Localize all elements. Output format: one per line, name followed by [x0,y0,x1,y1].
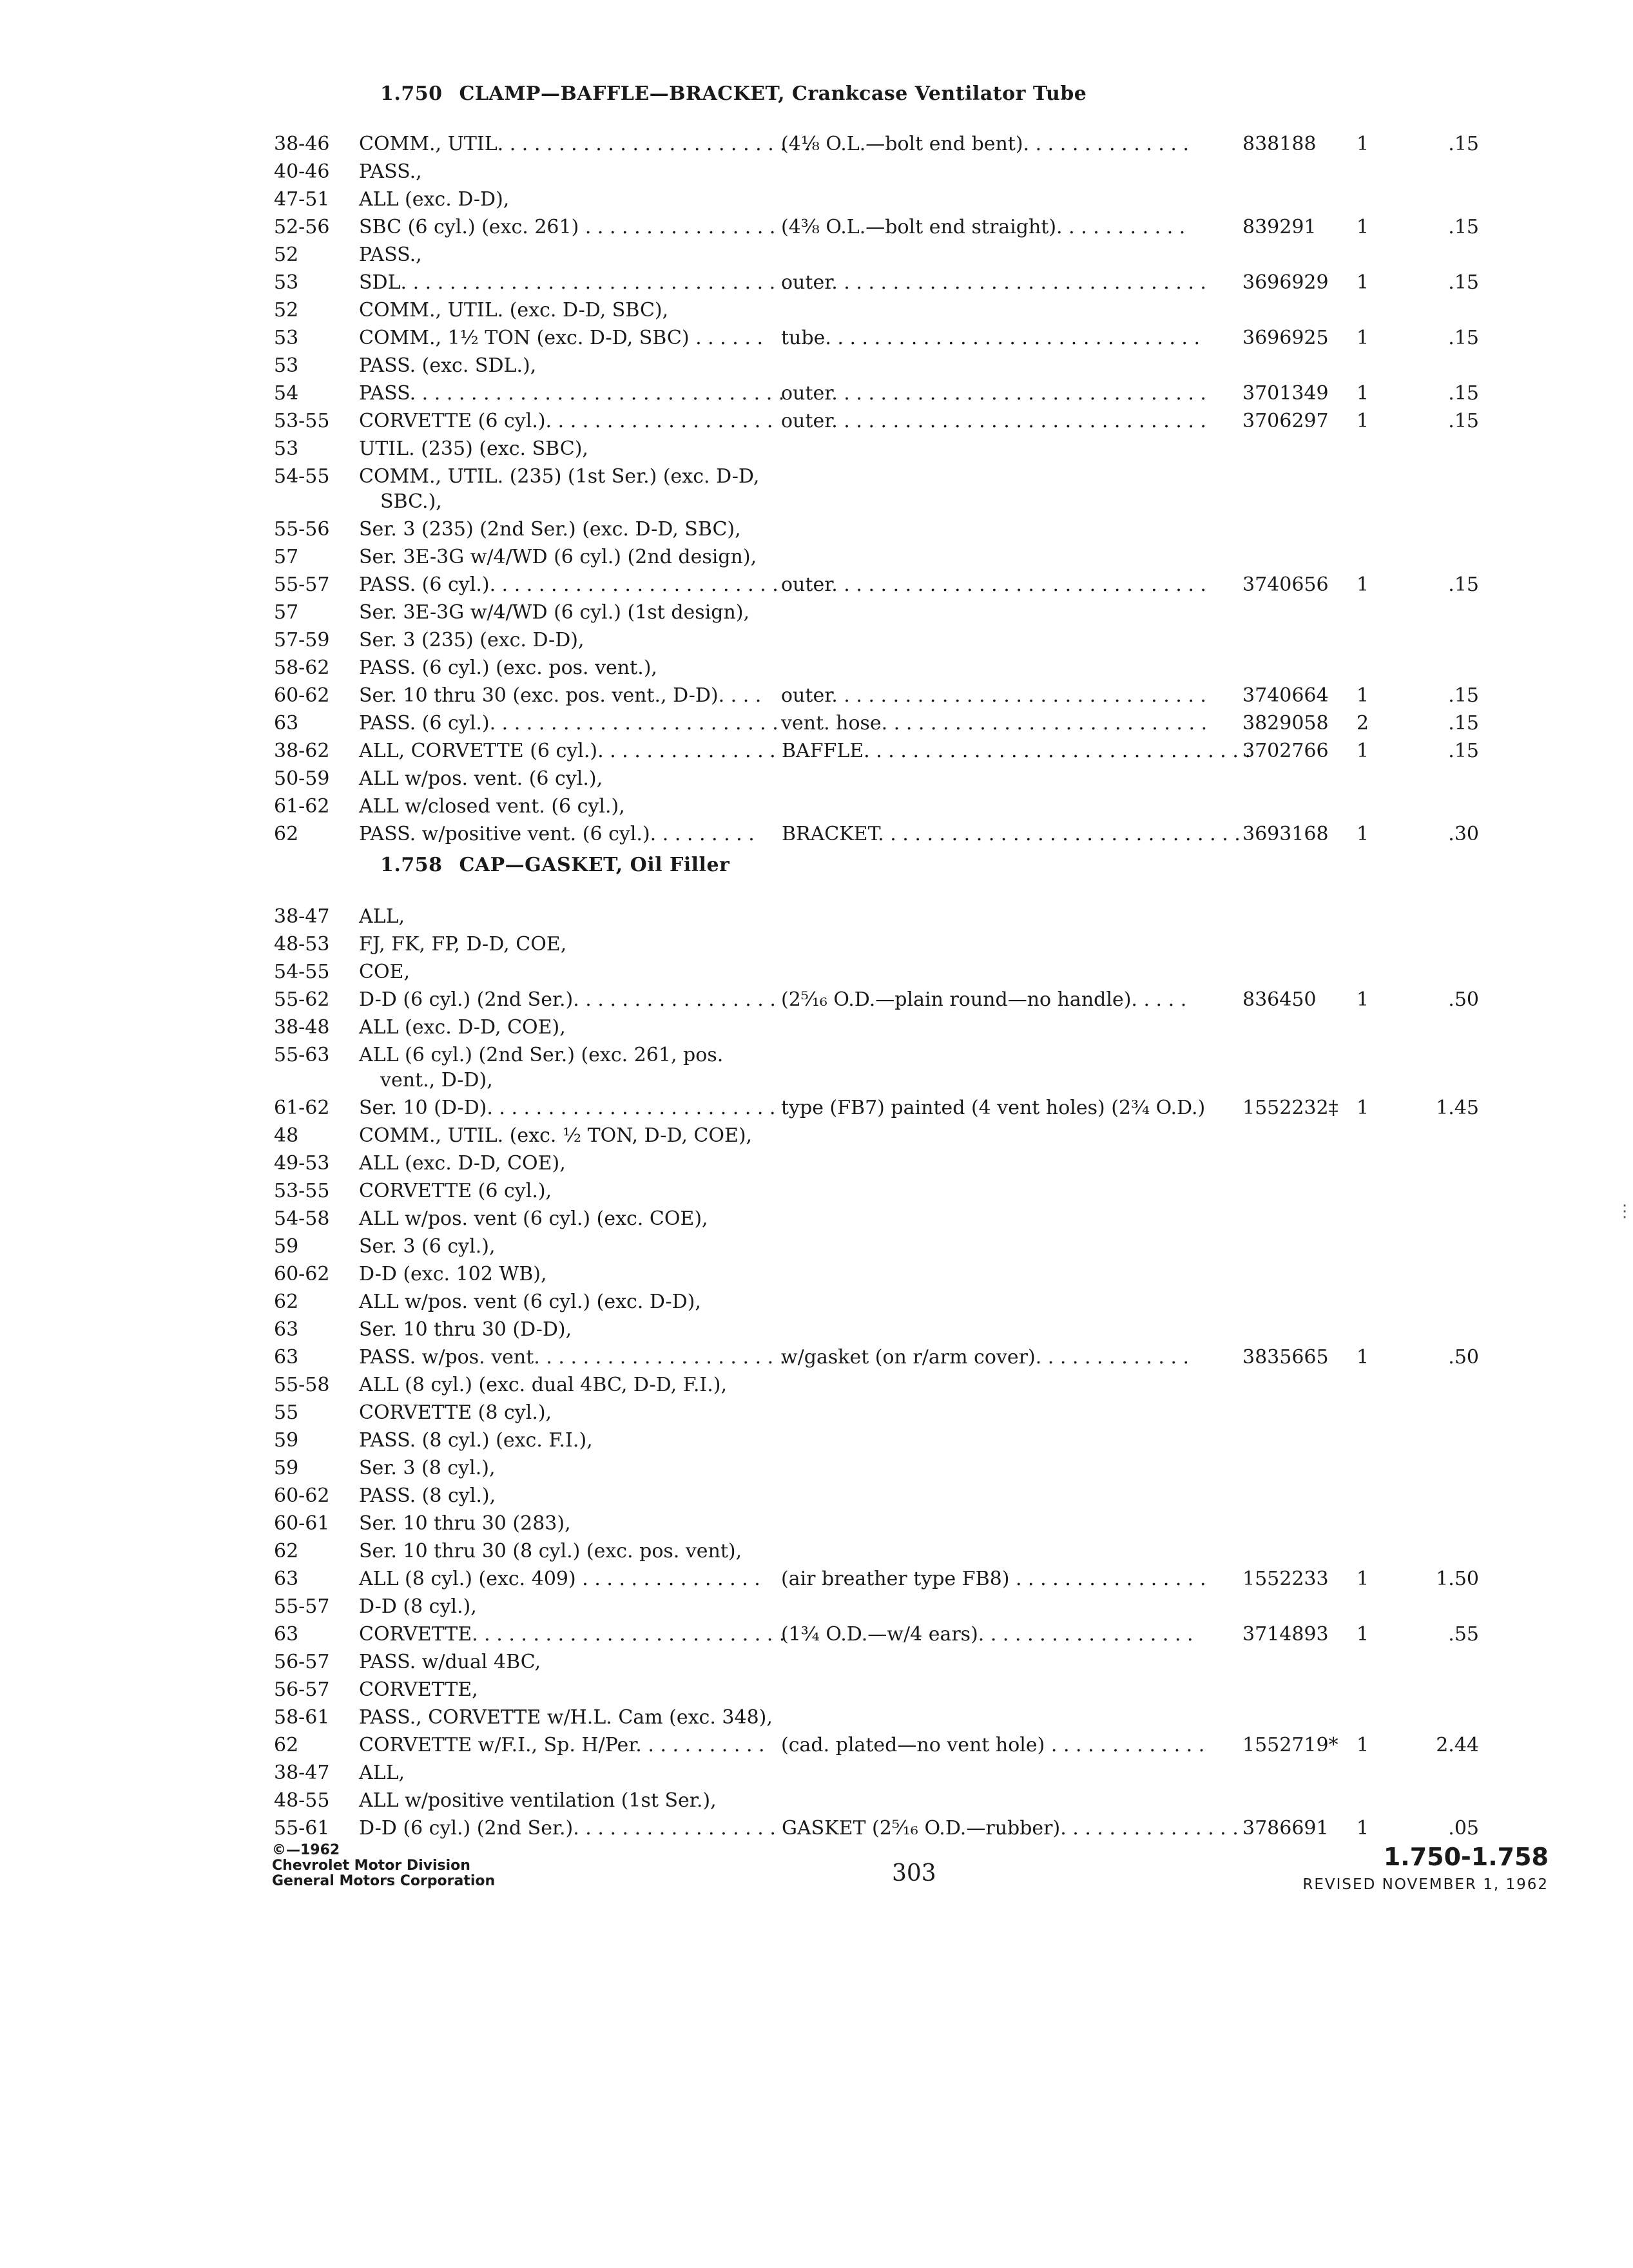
parts-row [0,407,1629,435]
model-applicability: PASS. w/positive vent. (6 cyl.). . . . . . . . . [359,823,755,845]
model-year: 56-57 [274,1651,330,1673]
model-applicability: PASS. (8 cyl.) (exc. F.I.), [359,1429,593,1452]
part-number: 3702766 [1242,740,1329,762]
model-year: 48-53 [274,933,330,956]
parts-row [0,626,1629,654]
quantity: 1 [1357,1623,1369,1646]
model-year: 54-55 [274,465,330,488]
quantity: 1 [1357,1097,1369,1119]
model-year: 63 [274,1568,299,1590]
model-year: 52 [274,244,299,266]
model-year: 38-47 [274,1762,330,1784]
model-applicability: D-D (6 cyl.) (2nd Ser.). . . . . . . . . . . . . . . . . [359,1817,776,1840]
price: .50 [1448,1346,1479,1369]
quantity: 1 [1357,382,1369,405]
parts-row [0,463,1629,515]
parts-row [0,1316,1629,1343]
model-year: 40-46 [274,160,330,183]
parts-row [0,1343,1629,1371]
parts-row [0,515,1629,543]
quantity: 1 [1357,216,1369,238]
parts-row [0,1593,1629,1620]
part-number: 3786691 [1242,1817,1329,1840]
model-applicability: PASS., [359,244,422,266]
parts-row [0,1260,1629,1288]
model-applicability: Ser. 10 thru 30 (D-D), [359,1318,572,1341]
model-applicability: D-D (8 cyl.), [359,1595,477,1618]
model-applicability: D-D (exc. 102 WB), [359,1263,547,1285]
model-year: 53 [274,437,299,460]
model-applicability: CORVETTE. . . . . . . . . . . . . . . . . . . . . . . . . . [359,1623,786,1646]
model-applicability: CORVETTE w/F.I., Sp. H/Per. . . . . . . . . . . [359,1734,765,1756]
model-year: 53 [274,327,299,349]
model-applicability: CORVETTE (6 cyl.). . . . . . . . . . . . . . . . . . . [359,410,773,432]
part-description: (air breather type FB8) . . . . . . . . . . . . . . . . [781,1568,1206,1590]
model-year: 63 [274,1318,299,1341]
parts-row [0,241,1629,269]
part-number: 836450 [1242,988,1317,1011]
model-year: 55-56 [274,518,330,541]
quantity: 1 [1357,1568,1369,1590]
parts-row [0,1787,1629,1814]
parts-row [0,1648,1629,1676]
model-applicability: FJ, FK, FP, D-D, COE, [359,933,567,956]
model-year: 54-55 [274,961,330,983]
model-applicability: SBC (6 cyl.) (exc. 261) . . . . . . . . . . . . . . . . [359,216,776,238]
price: 1.45 [1436,1097,1479,1119]
model-applicability: COMM., UTIL. (235) (1st Ser.) (exc. D-D, [359,465,760,488]
model-applicability: D-D (6 cyl.) (2nd Ser.). . . . . . . . . . . . . . . . . [359,988,776,1011]
part-number: 3696929 [1242,271,1329,294]
model-year: 50-59 [274,767,330,790]
parts-row [0,130,1629,158]
model-applicability: ALL w/pos. vent (6 cyl.) (exc. COE), [359,1207,708,1230]
model-year: 57 [274,546,299,568]
model-year: 38-48 [274,1016,330,1039]
part-number: 3835665 [1242,1346,1329,1369]
parts-row [0,1704,1629,1731]
part-number: 3740664 [1242,684,1329,707]
model-applicability: PASS. (8 cyl.), [359,1485,496,1507]
parts-row [0,1041,1629,1094]
model-year: 60-61 [274,1512,330,1535]
parts-row [0,820,1629,848]
model-year: 62 [274,823,299,845]
parts-row [0,324,1629,352]
quantity: 1 [1357,988,1369,1011]
section-1758-title [380,854,730,876]
model-year: 53-55 [274,1180,330,1202]
model-year: 48-55 [274,1789,330,1812]
parts-row [0,1094,1629,1122]
part-description: outer. . . . . . . . . . . . . . . . . . . . . . . . . . . . . . . [781,410,1206,432]
model-applicability: COE, [359,961,410,983]
price: .15 [1448,684,1479,707]
quantity: 1 [1357,271,1369,294]
model-year: 54 [274,382,299,405]
model-applicability: CORVETTE (6 cyl.), [359,1180,552,1202]
parts-row [0,1676,1629,1704]
part-description: w/gasket (on r/arm cover). . . . . . . . . . . . . [781,1346,1190,1369]
publisher-block [272,1843,495,1889]
part-description: tube. . . . . . . . . . . . . . . . . . . . . . . . . . . . . . . [781,327,1201,349]
quantity: 1 [1357,573,1369,596]
model-year: 59 [274,1457,299,1479]
model-year: 47-51 [274,188,330,211]
model-applicability: CORVETTE, [359,1678,478,1701]
price: .55 [1448,1623,1479,1646]
model-applicability: Ser. 3 (8 cyl.), [359,1457,496,1479]
model-applicability: ALL, CORVETTE (6 cyl.). . . . . . . . . . . . . . . [359,740,776,762]
price: 2.44 [1436,1734,1479,1756]
part-description: outer. . . . . . . . . . . . . . . . . . . . . . . . . . . . . . . [781,573,1206,596]
model-year: 55-62 [274,988,330,1011]
model-applicability: ALL w/pos. vent (6 cyl.) (exc. D-D), [359,1291,701,1313]
parts-row [0,709,1629,737]
model-year: 63 [274,1346,299,1369]
model-year: 53-55 [274,410,330,432]
model-applicability: ALL (8 cyl.) (exc. 409) . . . . . . . . . . . . . . . [359,1568,760,1590]
model-year: 52-56 [274,216,330,238]
parts-row [0,1565,1629,1593]
section-range: 1.750-1.758 [1383,1843,1549,1871]
quantity: 1 [1357,684,1369,707]
model-applicability: ALL w/pos. vent. (6 cyl.), [359,767,603,790]
part-number: 3740656 [1242,573,1329,596]
page-number: 303 [892,1860,936,1887]
quantity: 1 [1357,410,1369,432]
parts-row [0,1620,1629,1648]
part-description: (2⁵⁄₁₆ O.D.—plain round—no handle). . . . . [781,988,1187,1011]
model-year: 59 [274,1429,299,1452]
parts-row [0,1014,1629,1041]
model-applicability: PASS. (6 cyl.). . . . . . . . . . . . . . . . . . . . . . . . [359,573,778,596]
model-year: 60-62 [274,1485,330,1507]
section-heading: CAP—GASKET, Oil Filler [459,854,730,876]
model-applicability: Ser. 3 (6 cyl.), [359,1235,496,1258]
quantity: 1 [1357,1346,1369,1369]
model-applicability: ALL (6 cyl.) (2nd Ser.) (exc. 261, pos. [359,1044,724,1066]
model-year: 60-62 [274,1263,330,1285]
section-number: 1.758 [380,854,443,876]
parts-row [0,1149,1629,1177]
parts-row [0,737,1629,765]
model-applicability: UTIL. (235) (exc. SBC), [359,437,588,460]
model-year: 55-61 [274,1817,330,1840]
model-applicability: COMM., UTIL. (exc. D-D, SBC), [359,299,669,322]
parts-row [0,1371,1629,1399]
model-year: 59 [274,1235,299,1258]
model-applicability: ALL (8 cyl.) (exc. dual 4BC, D-D, F.I.), [359,1374,728,1396]
model-applicability: COMM., UTIL. (exc. ½ TON, D-D, COE), [359,1124,753,1147]
model-year: 62 [274,1734,299,1756]
parts-row [0,352,1629,380]
part-number: 1552232‡ [1242,1097,1338,1119]
parts-row [0,793,1629,820]
model-applicability: ALL (exc. D-D), [359,188,510,211]
parts-row [0,571,1629,599]
model-year: 63 [274,712,299,735]
parts-row [0,1427,1629,1454]
part-description: outer. . . . . . . . . . . . . . . . . . . . . . . . . . . . . . . [781,382,1206,405]
parts-row [0,1122,1629,1149]
part-description: GASKET (2⁵⁄₁₆ O.D.—rubber). . . . . . . . . . . . . . . [782,1817,1239,1840]
price: .15 [1448,712,1479,735]
parts-row [0,186,1629,213]
model-applicability: PASS. (exc. SDL.), [359,354,537,377]
part-description: outer. . . . . . . . . . . . . . . . . . . . . . . . . . . . . . . [781,271,1206,294]
part-description: BAFFLE. . . . . . . . . . . . . . . . . . . . . . . . . . . . . . . . [782,740,1251,762]
price: .15 [1448,271,1479,294]
parts-row [0,1288,1629,1316]
model-year: 55-58 [274,1374,330,1396]
model-year: 54-58 [274,1207,330,1230]
price: .15 [1448,573,1479,596]
parts-row [0,543,1629,571]
part-description: outer. . . . . . . . . . . . . . . . . . . . . . . . . . . . . . . [781,684,1206,707]
parts-row [0,269,1629,296]
price: .50 [1448,988,1479,1011]
parts-row [0,1814,1629,1842]
model-applicability: ALL, [359,1762,405,1784]
part-number: 838188 [1242,133,1317,155]
parts-row [0,654,1629,682]
model-applicability: Ser. 3 (235) (2nd Ser.) (exc. D-D, SBC), [359,518,741,541]
model-year: 57-59 [274,629,330,651]
part-description: (cad. plated—no vent hole) . . . . . . . . . . . . . [781,1734,1205,1756]
price: 1.50 [1436,1568,1479,1590]
part-number: 3706297 [1242,410,1329,432]
parts-row [0,599,1629,626]
section-1750-rows [0,130,1629,848]
model-applicability: ALL w/closed vent. (6 cyl.), [359,795,625,818]
model-applicability: PASS. w/pos. vent. . . . . . . . . . . . . . . . . . . . . [359,1346,786,1369]
model-year: 38-47 [274,905,330,928]
parts-row [0,1731,1629,1759]
parts-row [0,1454,1629,1482]
part-number: 1552233 [1242,1568,1329,1590]
parts-row [0,1510,1629,1537]
quantity: 1 [1357,327,1369,349]
parts-row [0,930,1629,958]
parts-row [0,958,1629,986]
parts-row [0,1759,1629,1787]
model-applicability: PASS. . . . . . . . . . . . . . . . . . . . . . . . . . . . . . . [359,382,785,405]
model-year: 58-62 [274,657,330,679]
section-number: 1.750 [380,82,443,105]
model-year: 38-62 [274,740,330,762]
section-1750-title [380,82,1087,105]
copyright: ©—1962 [272,1842,340,1858]
parts-row [0,435,1629,463]
model-applicability: PASS. (6 cyl.) (exc. pos. vent.), [359,657,657,679]
model-applicability: Ser. 10 thru 30 (exc. pos. vent., D-D). . . . [359,684,762,707]
model-year: 55 [274,1401,299,1424]
parts-row [0,1482,1629,1510]
division: Chevrolet Motor Division [272,1858,470,1874]
model-applicability: ALL (exc. D-D, COE), [359,1152,566,1175]
part-number: 1552719* [1242,1734,1338,1756]
part-description: (1¾ O.D.—w/4 ears). . . . . . . . . . . . . . . . . . [781,1623,1193,1646]
model-year: 49-53 [274,1152,330,1175]
model-applicability: Ser. 10 thru 30 (8 cyl.) (exc. pos. vent), [359,1540,742,1562]
parts-row [0,1177,1629,1205]
model-applicability: CORVETTE (8 cyl.), [359,1401,552,1424]
parts-row [0,213,1629,241]
model-year: 62 [274,1291,299,1313]
model-applicability: Ser. 3E-3G w/4/WD (6 cyl.) (1st design), [359,601,750,624]
model-year: 38-46 [274,133,330,155]
model-applicability: PASS. w/dual 4BC, [359,1651,541,1673]
price: .15 [1448,410,1479,432]
part-description: type (FB7) painted (4 vent holes) (2¾ O.D.) [781,1097,1206,1119]
quantity: 1 [1357,133,1369,155]
model-applicability-continued: SBC.), [380,490,442,513]
model-applicability: ALL w/positive ventilation (1st Ser.), [359,1789,717,1812]
quantity: 2 [1357,712,1369,735]
model-year: 48 [274,1124,299,1147]
price: .15 [1448,740,1479,762]
model-year: 52 [274,299,299,322]
quantity: 1 [1357,740,1369,762]
model-applicability: Ser. 10 (D-D). . . . . . . . . . . . . . . . . . . . . . . . [359,1097,776,1119]
model-year: 62 [274,1540,299,1562]
edge-mark: ⋮ [1616,1202,1633,1221]
part-description: (4⅛ O.L.—bolt end bent). . . . . . . . . . . . . . [781,133,1190,155]
parts-row [0,1233,1629,1260]
part-description: vent. hose. . . . . . . . . . . . . . . . . . . . . . . . . . . [781,712,1208,735]
quantity: 1 [1357,1734,1369,1756]
model-applicability: PASS., CORVETTE w/H.L. Cam (exc. 348), [359,1706,773,1729]
part-number: 3829058 [1242,712,1329,735]
model-applicability-continued: vent., D-D), [380,1069,493,1091]
model-year: 57 [274,601,299,624]
section-heading: CLAMP—BAFFLE—BRACKET, Crankcase Ventilator Tube [459,82,1087,105]
parts-row [0,765,1629,793]
section-1758-rows [0,903,1629,1842]
parts-row [0,296,1629,324]
model-year: 53 [274,354,299,377]
parts-row [0,1537,1629,1565]
model-year: 60-62 [274,684,330,707]
model-applicability: ALL, [359,905,405,928]
model-year: 55-57 [274,573,330,596]
price: .15 [1448,216,1479,238]
price: .15 [1448,382,1479,405]
price: .15 [1448,133,1479,155]
quantity: 1 [1357,823,1369,845]
price: .30 [1448,823,1479,845]
model-year: 55-57 [274,1595,330,1618]
part-number: 839291 [1242,216,1317,238]
parts-row [0,903,1629,930]
model-applicability: Ser. 10 thru 30 (283), [359,1512,571,1535]
parts-row [0,986,1629,1014]
parts-row [0,682,1629,709]
model-year: 56-57 [274,1678,330,1701]
model-applicability: Ser. 3 (235) (exc. D-D), [359,629,585,651]
model-year: 63 [274,1623,299,1646]
part-number: 3701349 [1242,382,1329,405]
model-applicability: PASS., [359,160,422,183]
parts-row [0,1205,1629,1233]
part-description: BRACKET. . . . . . . . . . . . . . . . . . . . . . . . . . . . . . [782,823,1241,845]
model-year: 55-63 [274,1044,330,1066]
price: .15 [1448,327,1479,349]
parts-row [0,380,1629,407]
model-applicability: ALL (exc. D-D, COE), [359,1016,566,1039]
parts-row [0,1399,1629,1427]
part-number: 3696925 [1242,327,1329,349]
model-applicability: COMM., UTIL. . . . . . . . . . . . . . . . . . . . . . . . . . [359,133,811,155]
price: .05 [1448,1817,1479,1840]
model-applicability: PASS. (6 cyl.). . . . . . . . . . . . . . . . . . . . . . . . [359,712,778,735]
model-applicability: Ser. 3E-3G w/4/WD (6 cyl.) (2nd design), [359,546,757,568]
model-year: 53 [274,271,299,294]
quantity: 1 [1357,1817,1369,1840]
model-applicability: SDL. . . . . . . . . . . . . . . . . . . . . . . . . . . . . . . . [359,271,788,294]
model-year: 61-62 [274,1097,330,1119]
part-number: 3714893 [1242,1623,1329,1646]
part-number: 3693168 [1242,823,1329,845]
revision-date: REVISED NOVEMBER 1, 1962 [1302,1876,1549,1893]
model-year: 61-62 [274,795,330,818]
part-description: (4⅜ O.L.—bolt end straight). . . . . . . . . . . [781,216,1186,238]
model-year: 58-61 [274,1706,330,1729]
parts-row [0,158,1629,186]
model-applicability: COMM., 1½ TON (exc. D-D, SBC) . . . . . . [359,327,763,349]
corporation: General Motors Corporation [272,1873,496,1889]
